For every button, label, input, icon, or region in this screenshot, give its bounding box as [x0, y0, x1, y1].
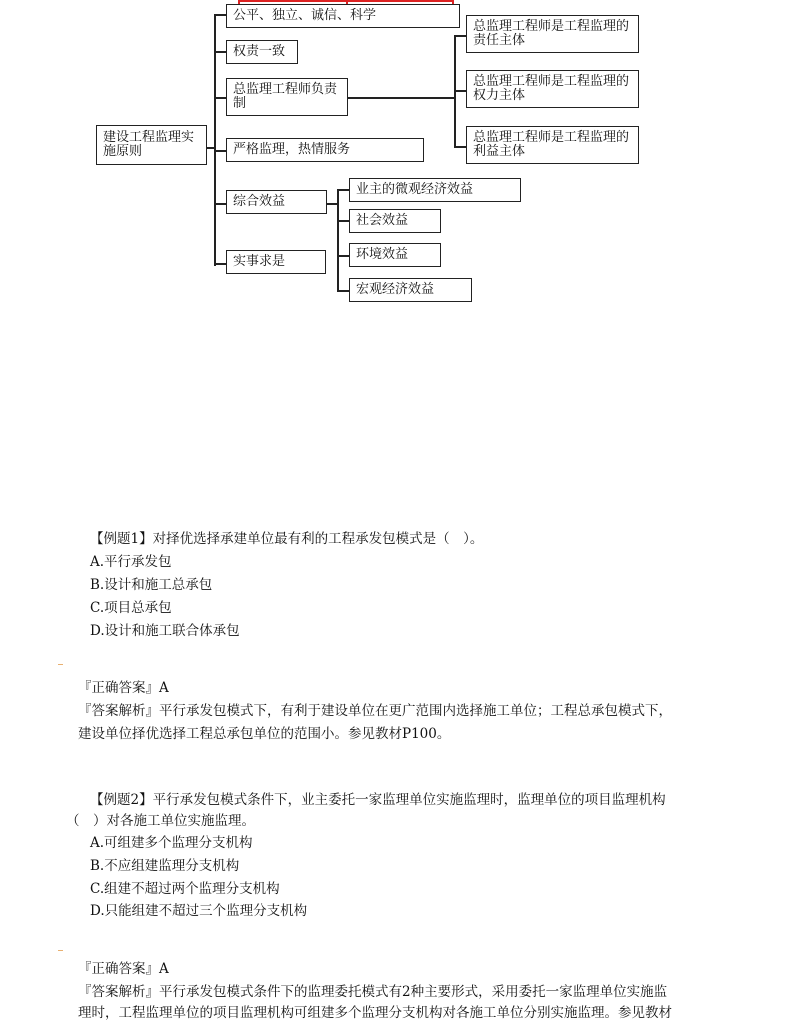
q1-analysis-line2: 建设单位择优选择工程总承包单位的范围小。参见教材P100。 — [78, 726, 451, 742]
director-authority-box: 总监理工程师是工程监理的权力主体 — [466, 70, 639, 108]
q1-option-c: C.项目总承包 — [90, 600, 172, 616]
principles-diagram — [0, 0, 794, 320]
director-responsibility-box: 总监理工程师是工程监理的责任主体 — [466, 15, 639, 53]
q1-option-a: A.平行承发包 — [90, 554, 172, 570]
q2-analysis-line2: 理时，工程监理单位的项目监理机构可组建多个监理分支机构对各施工单位分别实施监理。参见教材 — [78, 1005, 672, 1021]
mark-dot — [58, 664, 63, 665]
q1-answer: 『正确答案』A — [78, 680, 169, 696]
q2-stem-line1: 【例题2】平行承发包模式条件下，业主委托一家监理单位实施监理时，监理单位的项目监理机构 — [90, 792, 666, 808]
root-box: 建设工程监理实施原则 — [96, 125, 207, 165]
q2-option-c: C.组建不超过两个监理分支机构 — [90, 881, 280, 897]
principle-benefit-box: 综合效益 — [226, 190, 327, 214]
q2-stem-line2: （ ）对各施工单位实施监理。 — [66, 813, 255, 829]
q1-analysis-line1: 『答案解析』平行承发包模式下，有利于建设单位在更广范围内选择施工单位；工程总承包模式下， — [78, 703, 672, 719]
benefit-social-box: 社会效益 — [349, 209, 441, 233]
q1-stem: 【例题1】对择优选择承建单位最有利的工程承发包模式是（ ）。 — [90, 531, 484, 547]
q2-option-a: A.可组建多个监理分支机构 — [90, 835, 253, 851]
principle-rights-box: 权责一致 — [226, 40, 298, 64]
mark-dot — [58, 950, 63, 951]
benefit-macro-box: 宏观经济效益 — [349, 278, 472, 302]
benefit-micro-box: 业主的微观经济效益 — [349, 178, 521, 202]
q2-option-d: D.只能组建不超过三个监理分支机构 — [90, 903, 308, 919]
principle-strict-box: 严格监理，热情服务 — [226, 138, 424, 162]
q1-option-d: D.设计和施工联合体承包 — [90, 623, 240, 639]
q2-answer: 『正确答案』A — [78, 961, 169, 977]
principle-fair-box: 公平、独立、诚信、科学 — [226, 4, 460, 28]
benefit-environment-box: 环境效益 — [349, 243, 441, 267]
q2-option-b: B.不应组建监理分支机构 — [90, 858, 240, 874]
q2-analysis-line1: 『答案解析』平行承发包模式条件下的监理委托模式有2种主要形式，采用委托一家监理单位实施监 — [78, 984, 668, 1000]
director-interest-box: 总监理工程师是工程监理的利益主体 — [466, 126, 639, 164]
principle-realistic-box: 实事求是 — [226, 250, 326, 274]
q1-option-b: B.设计和施工总承包 — [90, 577, 213, 593]
principle-director-box: 总监理工程师负责制 — [226, 78, 348, 116]
